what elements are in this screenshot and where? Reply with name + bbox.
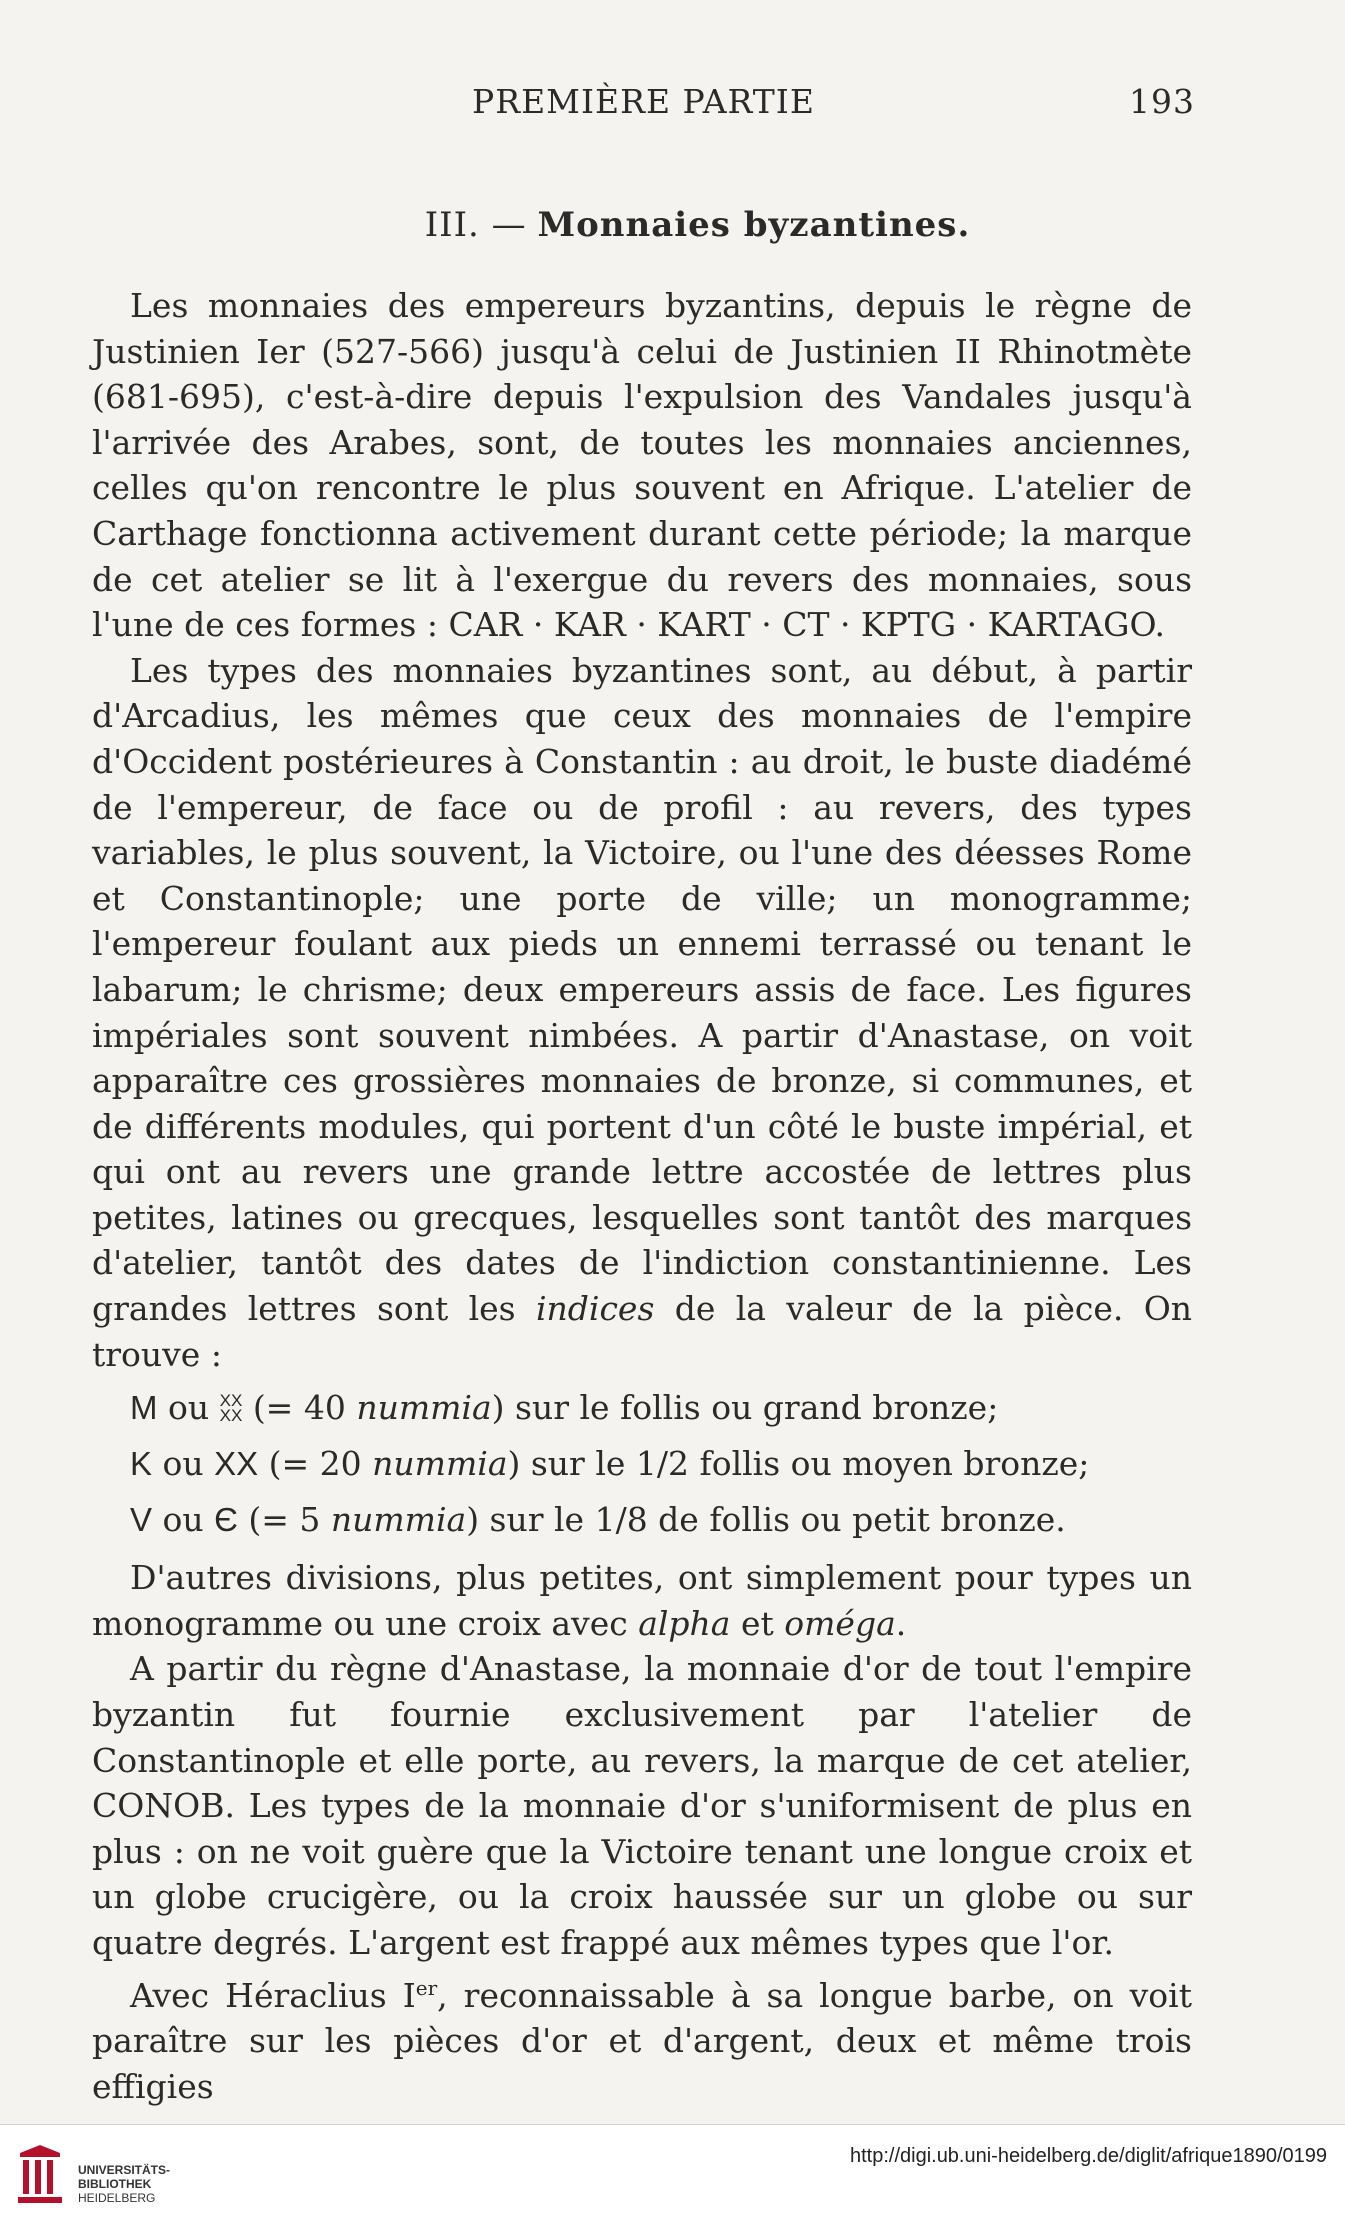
paragraph-1: Les monnaies des empereurs byzantins, depuis le règne de Justinien Ier (527-566) jusqu'à celui de Justinien II Rhinotmète (681-695), c'est-à-dire depuis l'expulsion des Vandales jusqu'à l'arrivée des Arabes, sont, de toutes les monnaies anciennes, celles qu'on rencontre le plus souvent en Afrique. L'atelier de Carthage fonctionna activement durant cette période; la marque de cet atelier se lit à l'exergue du revers des monnaies, sous l'une de ces formes : CAR · KAR · KART · CT · KPTG · KARTAGO. [92,286,1192,645]
value-letter: M [130,1389,158,1427]
omega-italic: oméga [784,1603,896,1643]
running-title: PREMIÈRE PARTIE [472,82,815,121]
formula-line-1 [130,1383,1192,1433]
value-letter: K [130,1445,153,1483]
viewer-footer [0,2124,1345,2223]
paragraph-3 [92,1555,1192,1646]
alt-letter: Є [214,1501,238,1539]
ou-text: ou [168,1388,210,1428]
formula-line-3 [130,1495,1192,1545]
alt-letter: XX [214,1445,259,1483]
section-title: Monnaies byzantines. [537,205,971,245]
formula-rest: ) sur le 1/8 de follis ou petit bronze. [466,1500,1066,1540]
paragraph-3-end: . [895,1603,907,1643]
library-line-1: UNIVERSITÄTS- [78,2163,171,2177]
ou-text: ou [162,1500,204,1540]
paragraph-2-end: de la valeur de la pièce. On trouve : [92,1289,1193,1374]
library-name [78,2163,170,2205]
formula-unit: nummia [330,1500,467,1540]
section-heading [0,205,1345,245]
paragraph-5-sup: er [415,1975,438,2000]
stacked-xx-bottom: XX [219,1406,243,1426]
library-line-3: HEIDELBERG [78,2191,156,2205]
page-number: 193 [1129,82,1195,121]
library-emblem-icon [14,2143,66,2207]
section-number: III. — [424,205,527,245]
formula-rest: ) sur le 1/2 follis ou moyen bronze; [507,1444,1090,1484]
formula-open: (= 40 [252,1388,357,1428]
stacked-xx-top: XX [219,1391,243,1411]
permalink-url[interactable]: http://digi.ub.uni-heidelberg.de/diglit/afrique1890/0199 [849,2145,1327,2167]
paragraph-2 [92,648,1192,1378]
body-text [92,283,1192,2109]
formula-unit: nummia [372,1444,508,1484]
formula-rest: ) sur le follis ou grand bronze; [491,1388,999,1428]
ou-text: ou [162,1444,204,1484]
formula-open: (= 20 [268,1444,373,1484]
formula-line-2 [130,1439,1192,1489]
stacked-xx [219,1391,243,1426]
paragraph-5 [92,1966,1192,2110]
paragraph-5-end: , reconnaissable à sa longue barbe, on voit paraître sur les pièces d'or et d'argent, deux et même trois effigies [92,1975,1192,2106]
library-logo[interactable] [14,2143,194,2207]
paragraph-4: A partir du règne d'Anastase, la monnaie d'or de tout l'empire byzantin fut fournie exclusivement par l'atelier de Constantinople et elle porte, au revers, la marque de cet atelier, CONOB. Les types de la monnaie d'or s'uniformisent de plus en plus : on ne voit guère que la Victoire tenant une longue croix et un globe crucigère, ou la croix haussée sur un globe ou sur quatre degrés. L'argent est frappé aux mêmes types que l'or. [92,1649,1192,1962]
paragraph-3-et: et [730,1603,785,1643]
paragraph-3-text: D'autres divisions, plus petites, ont simplement pour types un monogramme ou une croix avec [92,1558,1192,1643]
formula-unit: nummia [356,1388,492,1428]
paragraph-5-text: Avec Héraclius I [130,1975,416,2015]
paragraph-2-text: Les types des monnaies byzantines sont, au début, à partir d'Arcadius, les mêmes que ceux des monnaies de l'empire d'Occident postérieures à Constantin : au droit, le buste diadémé de l'empereur, de face ou de profil : au revers, des types variables, le plus souvent, la Victoire, ou l'une des déesses Rome et Constantinople; une porte de ville; un monogramme; l'empereur foulant aux pieds un ennemi terrassé ou tenant le labarum; le chrisme; deux empereurs assis de face. Les figures impériales sont souvent nimbées. A partir d'Anastase, on voit apparaître ces grossières monnaies de bronze, si communes, et de différents modules, qui portent d'un côté le buste impérial, et qui ont au revers une grande lettre accostée de lettres plus petites, latines ou grecques, lesquelles sont tantôt des marques d'atelier, tantôt des dates de l'indiction constantinienne. Les grandes lettres sont les [92,650,1192,1329]
value-letter: V [130,1501,153,1539]
library-line-2: BIBLIOTHEK [78,2177,152,2191]
paragraph-2-italic: indices [535,1289,655,1329]
alpha-italic: alpha [638,1603,731,1643]
formula-open: (= 5 [248,1500,331,1540]
